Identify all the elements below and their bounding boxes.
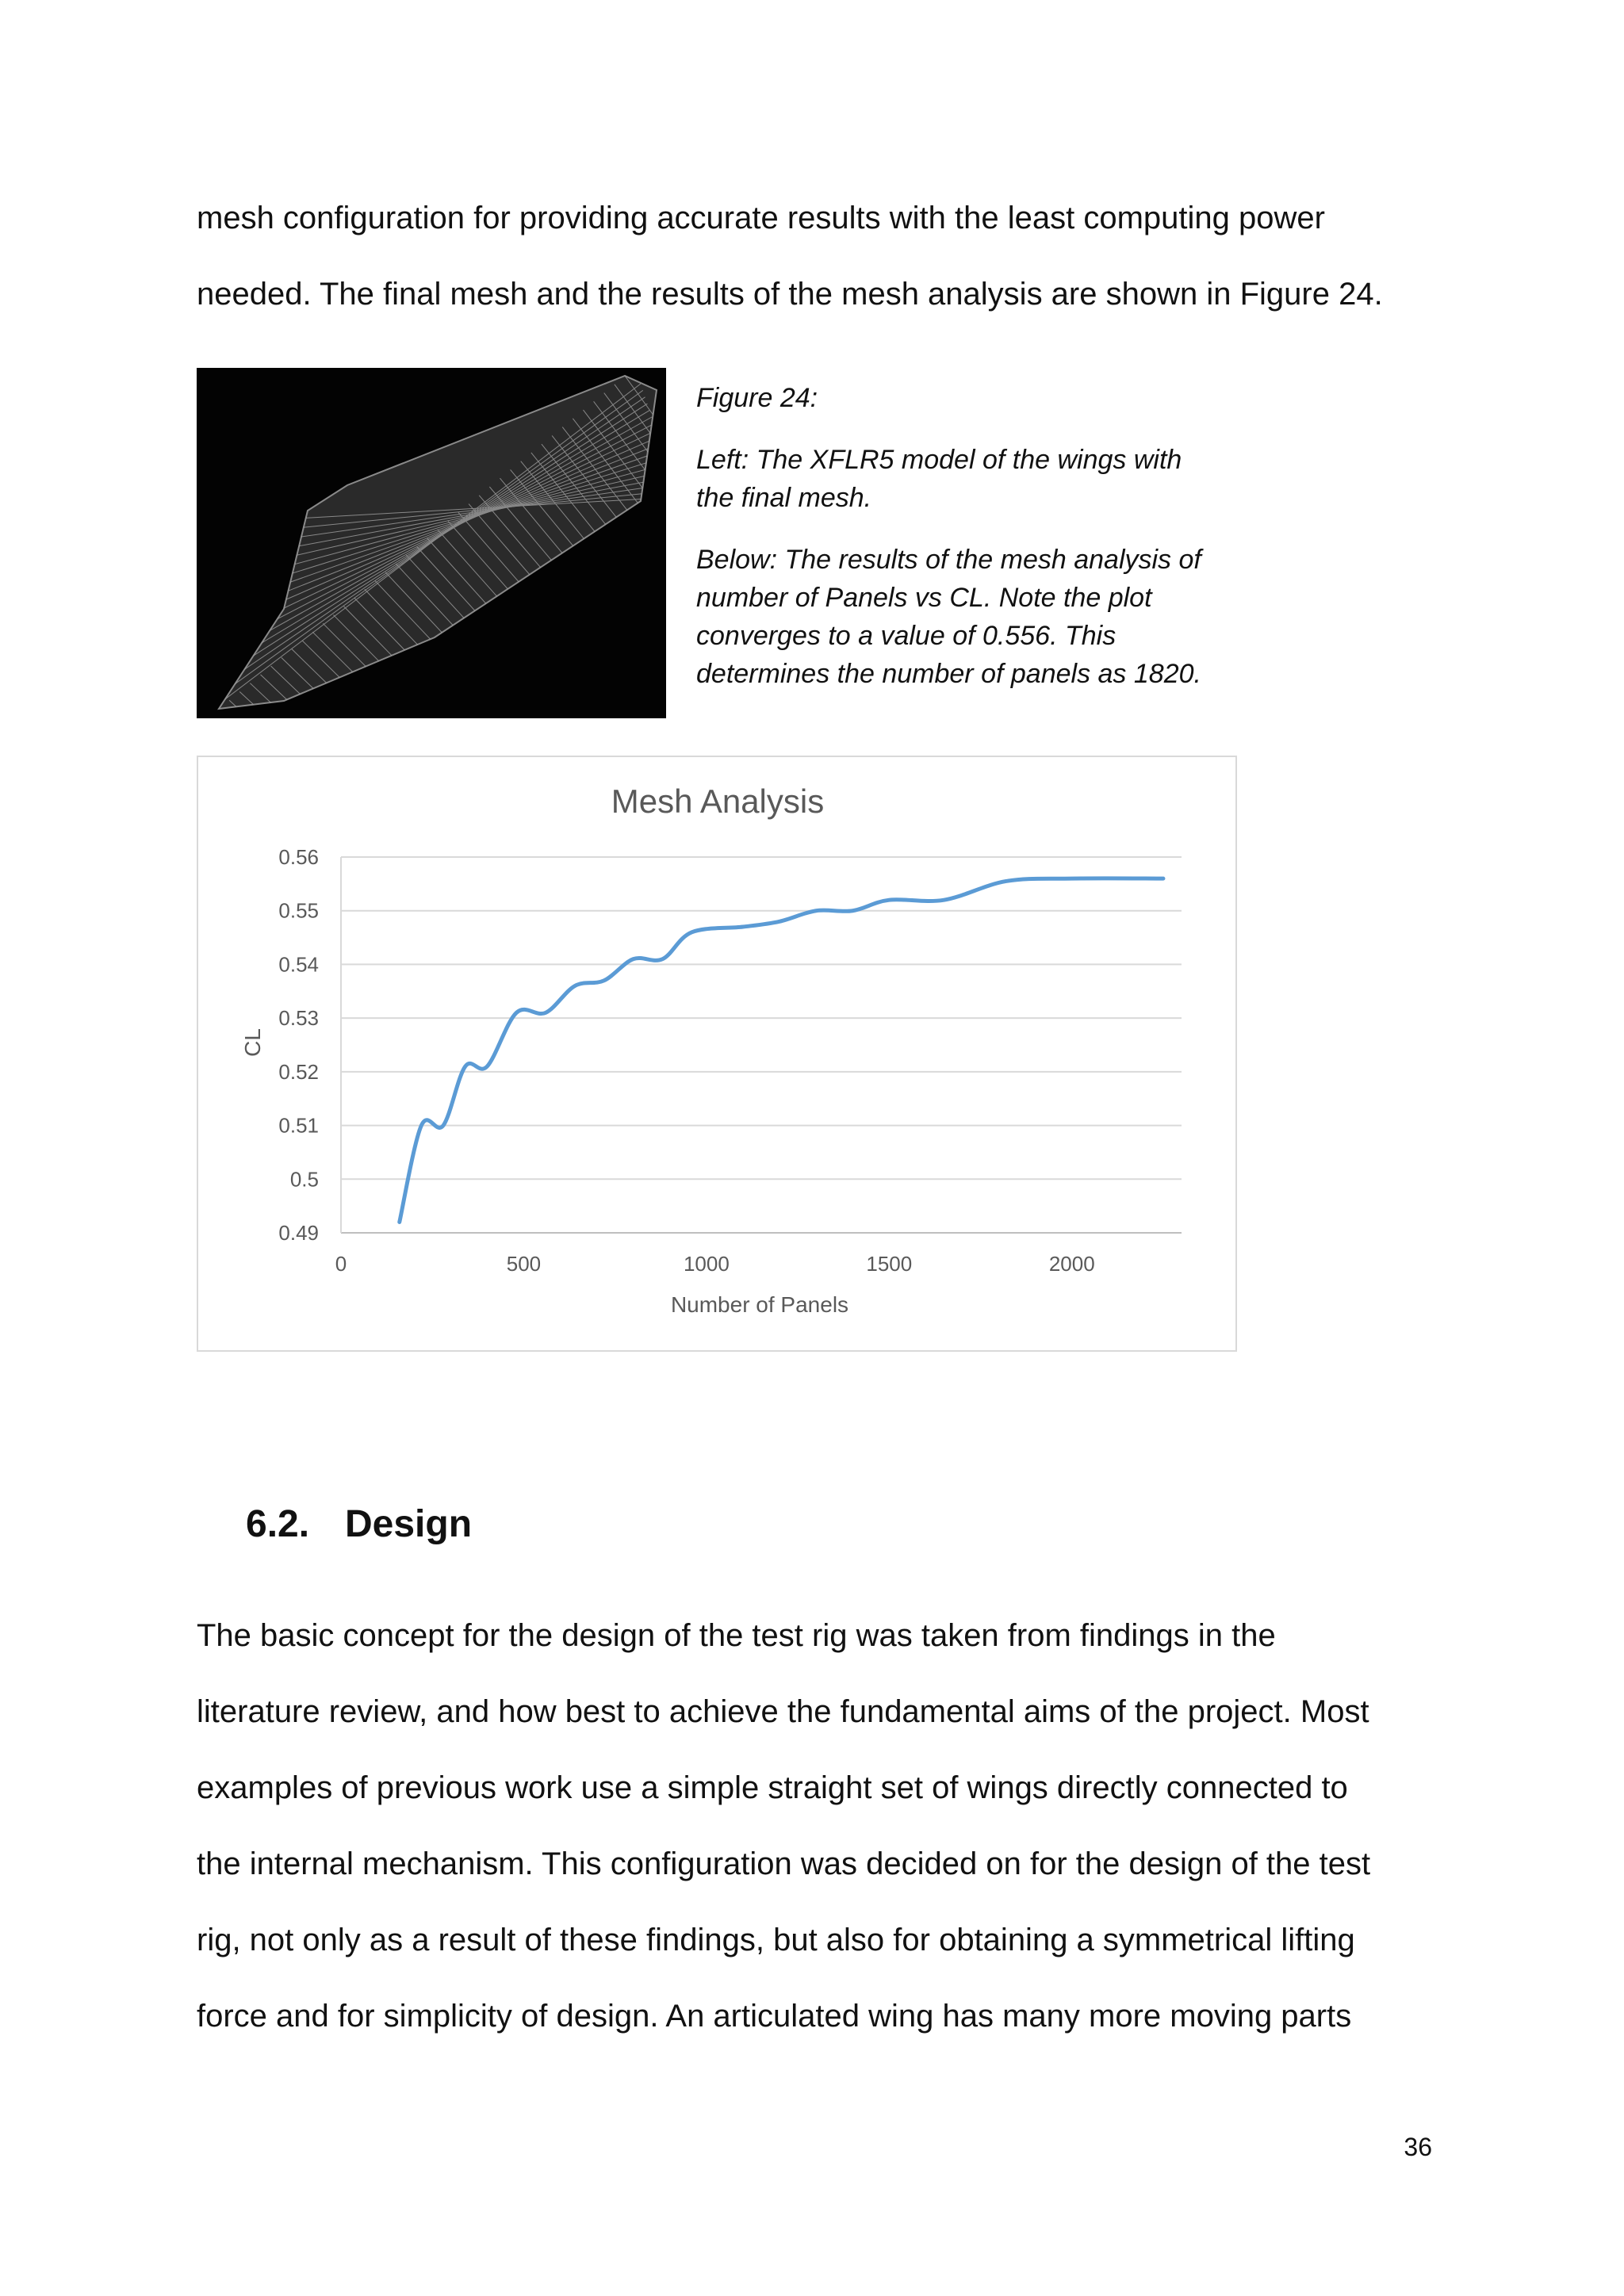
intro-line-1: mesh configuration for providing accurate results with the least computing power [197,201,1325,235]
x-tick-label: 2000 [1048,1252,1095,1276]
body-line-6: force and for simplicity of design. An articulated wing has many more moving parts [197,1999,1352,2034]
y-tick-label: 0.56 [278,845,319,869]
caption-below-line-4: determines the number of panels as 1820. [696,659,1201,689]
figure-caption [696,379,1283,717]
xflr5-wing-mesh-image [197,368,666,718]
caption-label: Figure 24: [696,383,818,413]
body-paragraph [197,1598,1434,2054]
y-tick-label: 0.52 [278,1059,319,1084]
caption-left-text [696,441,1283,517]
x-tick-label: 1500 [866,1252,913,1276]
caption-below-line-2: number of Panels vs CL. Note the plot [696,583,1152,613]
y-tick-label: 0.51 [278,1113,319,1138]
body-line-4: the internal mechanism. This configuration was decided on for the design of the test [197,1846,1371,1881]
caption-below-line-1: Below: The results of the mesh analysis of [696,545,1201,575]
x-tick-label: 1000 [683,1252,730,1276]
x-tick-label: 500 [506,1252,542,1276]
caption-below-line-3: converges to a value of 0.556. This [696,621,1116,651]
y-tick-label: 0.53 [278,1006,319,1031]
caption-left-line-1: Left: The XFLR5 model of the wings with [696,445,1182,475]
page-number: 36 [1404,2133,1432,2161]
section-title: Design [345,1503,473,1545]
chart-canvas [198,757,1235,1350]
caption-left-line-2: the final mesh. [696,483,872,513]
caption-below-text [696,541,1283,693]
section-heading [246,1502,472,1546]
y-tick-label: 0.49 [278,1221,319,1245]
y-tick-label: 0.54 [278,952,319,977]
body-line-2: literature review, and how best to achieve the fundamental aims of the project. Most [197,1694,1369,1729]
y-tick-label: 0.5 [289,1167,319,1192]
y-axis-label: CL [240,1028,265,1057]
series-line-cl [400,878,1163,1223]
body-line-5: rig, not only as a result of these findings, but also for obtaining a symmetrical lifting [197,1923,1355,1957]
intro-paragraph [197,180,1434,332]
mesh-analysis-chart [197,756,1237,1352]
chart-title: Mesh Analysis [611,783,825,820]
body-line-3: examples of previous work use a simple straight set of wings directly connected to [197,1770,1348,1805]
body-line-1: The basic concept for the design of the test rig was taken from findings in the [197,1618,1276,1653]
y-tick-label: 0.55 [278,898,319,923]
x-axis-label: Number of Panels [670,1292,849,1317]
section-number: 6.2. [246,1503,310,1545]
intro-line-2: needed. The final mesh and the results of the mesh analysis are shown in Figure 24. [197,277,1383,312]
x-tick-label: 0 [335,1252,347,1276]
